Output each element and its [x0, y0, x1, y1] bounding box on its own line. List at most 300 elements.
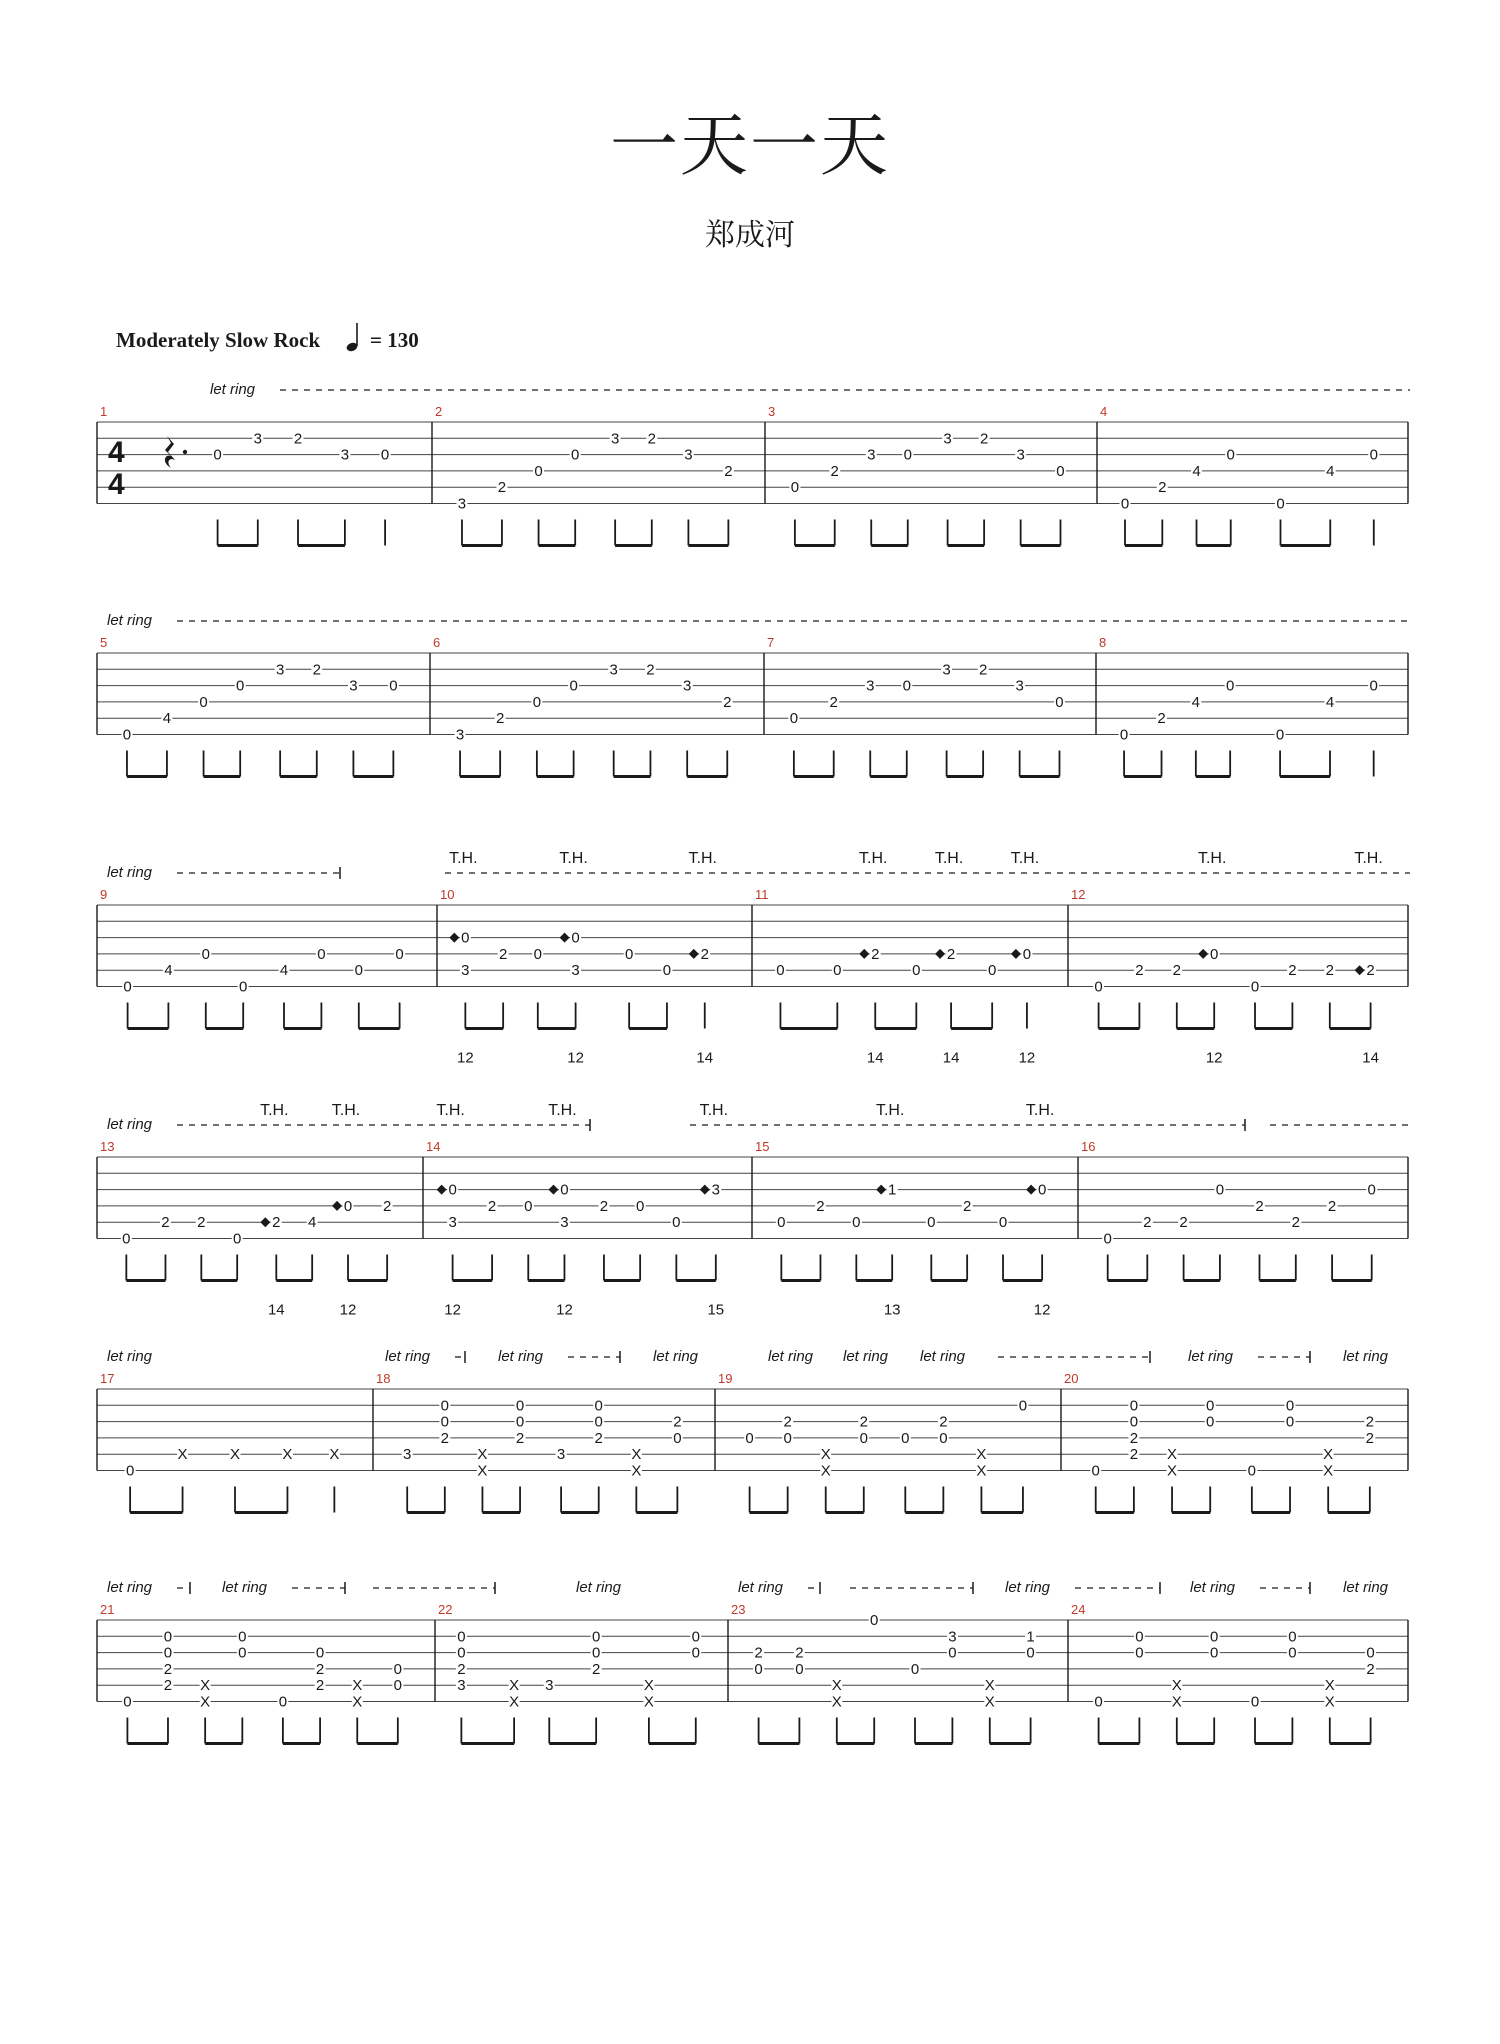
fret-number: 2 [161, 1214, 170, 1232]
fret-number: 2 [724, 462, 733, 480]
fret-number: 0 [534, 462, 543, 480]
fret-number: 0 [591, 1644, 601, 1662]
fret-number: 2 [647, 430, 656, 448]
measure-5 [100, 635, 399, 777]
tempo-bpm: = 130 [370, 328, 419, 352]
fret-number: 3 [683, 677, 692, 695]
fret-number: 2 [163, 1677, 173, 1695]
note-event [339, 447, 350, 464]
dead-note: X [509, 1693, 520, 1711]
measure-2 [435, 404, 734, 546]
fret-number: 2 [723, 693, 732, 711]
fret-number: 0 [691, 1644, 700, 1662]
measure-17 [100, 1371, 340, 1513]
note-event [382, 1198, 393, 1215]
note-event [1354, 850, 1382, 1067]
fret-number: 2 [1179, 1214, 1188, 1232]
note-event [776, 1214, 787, 1231]
tab-system-6 [97, 1579, 1408, 1744]
fret-number: 0 [317, 945, 326, 963]
note-event [1287, 962, 1298, 979]
measure-number: 3 [768, 404, 776, 419]
note-event [212, 447, 223, 464]
fret-number: 2 [978, 661, 988, 679]
fret-number: 4 [164, 962, 173, 980]
tap-harmonic-label: T.H. [934, 850, 964, 867]
note-event [1246, 1463, 1257, 1480]
note-event [556, 1446, 567, 1463]
harmonic-fret: 12 [1205, 1049, 1223, 1067]
note-event [532, 946, 543, 963]
fret-number: 2 [871, 945, 880, 963]
fret-number: 0 [393, 1660, 402, 1678]
tap-harmonic-label: T.H. [260, 1102, 289, 1119]
measure-14 [426, 1102, 728, 1319]
fret-number: 0 [1366, 1644, 1375, 1662]
fret-number: 0 [122, 726, 132, 744]
note-event [593, 1397, 604, 1447]
note-event [1324, 962, 1335, 979]
let-ring-label: let ring [1343, 1579, 1389, 1596]
fret-number: 3 [943, 430, 952, 448]
fret-number: 0 [1135, 1644, 1144, 1662]
harmonic-fret: 12 [1033, 1301, 1051, 1319]
tap-harmonic-label: T.H. [1354, 850, 1383, 867]
fret-number: 0 [1091, 1462, 1100, 1480]
note-event [237, 1628, 248, 1661]
note-event [690, 1628, 701, 1661]
fret-number: 0 [1250, 1693, 1260, 1711]
harmonic-fret: 12 [457, 1049, 474, 1067]
note-event [515, 1397, 526, 1447]
note-event [1102, 1231, 1113, 1248]
note-event [1191, 463, 1202, 480]
measure-number: 21 [100, 1602, 115, 1617]
let-ring-label: let ring [385, 1348, 431, 1365]
fret-number: 2 [754, 1644, 763, 1662]
fret-number: 3 [457, 495, 467, 513]
fret-number: 0 [1018, 1397, 1028, 1415]
fret-number: 2 [487, 1197, 497, 1215]
note-event [496, 479, 507, 496]
rhythm-stems [460, 751, 727, 777]
note-event [858, 1414, 869, 1447]
fret-number: 0 [457, 1644, 466, 1662]
fret-number: 0 [673, 1429, 682, 1447]
note-event [942, 430, 953, 447]
fret-number: 0 [1103, 1230, 1112, 1248]
harmonic-diamond-icon [560, 933, 570, 943]
note-event [926, 1214, 937, 1231]
measure-number: 5 [100, 635, 108, 650]
note-event [723, 463, 734, 480]
note-event [1205, 1397, 1216, 1430]
fret-number: 2 [382, 1197, 392, 1215]
note-event [1323, 1446, 1334, 1479]
fret-number: 0 [123, 978, 132, 996]
rhythm-stems [128, 1003, 400, 1029]
note-event [1364, 1414, 1375, 1447]
rhythm-stems [130, 1487, 334, 1513]
note-event [1368, 447, 1379, 464]
harmonic-diamond-icon [437, 1185, 447, 1195]
fret-number: 0 [1369, 446, 1378, 464]
fret-number: 0 [1215, 1181, 1225, 1199]
dead-note: X [631, 1462, 642, 1480]
measure-number: 24 [1071, 1602, 1086, 1617]
note-event [238, 979, 249, 996]
note-event [1366, 1182, 1377, 1199]
fret-number: 0 [1206, 1397, 1215, 1415]
dead-note: X [1324, 1677, 1335, 1695]
fret-number: 0 [122, 1230, 131, 1248]
note-event [125, 1463, 136, 1480]
note-event [439, 1397, 450, 1447]
harmonic-fret: 14 [866, 1049, 884, 1067]
fret-number: 2 [1135, 962, 1144, 980]
note-event [260, 1102, 288, 1319]
note-event [984, 1677, 995, 1710]
harmonic-diamond-icon [332, 1201, 342, 1211]
measure-number: 2 [435, 404, 443, 419]
tab-system-2 [97, 612, 1410, 777]
fret-number: 0 [754, 1660, 763, 1678]
note-event [279, 962, 290, 979]
note-event [487, 1198, 498, 1215]
fret-number: 0 [902, 677, 911, 695]
note-event [869, 1612, 880, 1629]
harmonic-diamond-icon [548, 1185, 558, 1195]
harmonic-diamond-icon [876, 1185, 886, 1195]
fret-number: 0 [1369, 677, 1378, 695]
rhythm-stems [759, 1718, 1031, 1744]
quarter-rest-icon [165, 436, 175, 468]
fret-number: 0 [998, 1214, 1008, 1232]
note-event [876, 1102, 904, 1319]
note-event [941, 661, 952, 678]
dead-note: X [976, 1446, 987, 1464]
note-event [548, 1102, 576, 1319]
fret-number: 0 [213, 446, 222, 464]
note-event [293, 430, 304, 447]
fret-number: 0 [1367, 1181, 1376, 1199]
note-event [392, 1661, 403, 1694]
dead-note: X [976, 1462, 987, 1480]
dead-note: X [1171, 1693, 1182, 1711]
note-event [1365, 1645, 1376, 1678]
note-event [998, 1214, 1009, 1231]
fret-number: 0 [852, 1214, 861, 1232]
fret-number: 2 [591, 1660, 601, 1678]
measure-number: 6 [433, 635, 441, 650]
dead-note: X [177, 1446, 188, 1464]
tap-harmonic-label: T.H. [548, 1102, 577, 1119]
fret-number: 0 [987, 962, 997, 980]
measure-23 [731, 1602, 1036, 1744]
fret-number: 2 [1288, 962, 1297, 980]
note-event [911, 962, 922, 979]
note-event [1325, 463, 1336, 480]
measure-18 [376, 1371, 683, 1513]
fret-number: 2 [859, 1413, 868, 1431]
dead-note: X [352, 1677, 363, 1695]
fret-number: 2 [163, 1660, 173, 1678]
fret-number: 0 [672, 1214, 681, 1232]
measure-10 [440, 850, 717, 1067]
fret-number: 0 [1094, 1693, 1103, 1711]
fret-number: 0 [440, 1413, 449, 1431]
measure-number: 23 [731, 1602, 746, 1617]
note-event [744, 1430, 755, 1447]
note-event [531, 694, 542, 711]
fret-number: 0 [783, 1429, 792, 1447]
dead-note: X [509, 1677, 520, 1695]
note-event [198, 694, 209, 711]
note-event [332, 1102, 360, 1319]
dead-note: X [631, 1446, 642, 1464]
fret-number: 0 [859, 1429, 868, 1447]
tab-system-5 [97, 1348, 1408, 1513]
harmonic-fret: 14 [267, 1301, 285, 1319]
dead-note: X [643, 1693, 654, 1711]
rhythm-stems [1124, 751, 1374, 777]
note-event [1368, 678, 1379, 695]
measure-20 [1064, 1371, 1375, 1513]
tap-harmonic-label: T.H. [436, 1102, 465, 1119]
time-signature-top: 4 [108, 436, 125, 469]
note-event [947, 1628, 958, 1661]
note-event [672, 1414, 683, 1447]
note-event [161, 710, 172, 727]
fret-number: 2 [700, 945, 709, 963]
note-event [200, 946, 211, 963]
fret-number: 0 [163, 1628, 173, 1646]
fret-number: 0 [343, 1197, 353, 1215]
fret-number: 0 [1276, 495, 1285, 513]
note-event [456, 1628, 467, 1694]
note-event [789, 479, 800, 496]
dead-note: X [984, 1677, 995, 1695]
note-event [820, 1446, 831, 1479]
rhythm-stems [126, 1255, 387, 1281]
fret-number: 3 [457, 1677, 466, 1695]
dead-note: X [229, 1446, 241, 1464]
rest-dot [183, 450, 187, 454]
harmonic-fret: 13 [883, 1301, 901, 1319]
fret-number: 0 [948, 1644, 957, 1662]
fret-number: 0 [1206, 1413, 1215, 1431]
fret-number: 0 [569, 677, 578, 695]
fret-number: 0 [1119, 726, 1129, 744]
note-event [456, 496, 467, 513]
fret-number: 3 [461, 962, 470, 980]
fret-number: 0 [912, 962, 921, 980]
fret-number: 0 [448, 1181, 457, 1199]
fret-number: 0 [533, 945, 542, 963]
fret-number: 3 [560, 1214, 569, 1232]
note-event [1190, 694, 1201, 711]
fret-number: 2 [1291, 1214, 1300, 1232]
fret-number: 0 [635, 1197, 645, 1215]
measure-22 [438, 1602, 701, 1744]
fret-number: 0 [461, 929, 470, 947]
tap-harmonic-label: T.H. [859, 850, 888, 867]
fret-number: 3 [684, 446, 693, 464]
measure-19 [718, 1371, 1028, 1513]
measure-number: 1 [100, 404, 108, 419]
rhythm-stems [407, 1487, 677, 1513]
measure-24 [1071, 1602, 1376, 1744]
let-ring-label: let ring [1005, 1579, 1051, 1596]
fret-number: 0 [910, 1660, 920, 1678]
fret-number: 0 [1210, 1628, 1219, 1646]
fret-number: 0 [1288, 1644, 1297, 1662]
fret-number: 0 [1250, 978, 1260, 996]
fret-number: 2 [1366, 962, 1375, 980]
fret-number: 2 [315, 1660, 325, 1678]
note-event [635, 1198, 646, 1215]
dead-note: X [831, 1677, 842, 1695]
note-event [232, 1231, 243, 1248]
fret-number: 0 [594, 1413, 603, 1431]
fret-number: 0 [515, 1413, 525, 1431]
note-event [1017, 1397, 1028, 1414]
dead-note: X [1324, 1693, 1335, 1711]
fret-number: 2 [830, 462, 839, 480]
note-event [1014, 678, 1025, 695]
harmonic-diamond-icon [859, 949, 869, 959]
note-event [788, 710, 799, 727]
fret-number: 2 [979, 430, 989, 448]
note-event [1287, 1628, 1298, 1661]
fret-number: 0 [395, 945, 404, 963]
fret-number: 3 [349, 677, 358, 695]
note-event [900, 1430, 911, 1447]
note-event [160, 1214, 171, 1231]
note-event [353, 962, 364, 979]
note-event [782, 1414, 793, 1447]
fret-number: 0 [594, 1397, 603, 1415]
fret-number: 2 [829, 693, 838, 711]
note-event [1254, 1198, 1265, 1215]
note-event [402, 1446, 413, 1463]
tap-harmonic-label: T.H. [875, 1102, 905, 1119]
note-event [1209, 1628, 1220, 1661]
fret-number: 0 [790, 479, 800, 497]
let-ring-label: let ring [210, 381, 256, 398]
harmonic-diamond-icon [1198, 949, 1208, 959]
let-ring-label: let ring [738, 1579, 784, 1596]
note-event [1119, 496, 1130, 513]
harmonic-diamond-icon [700, 1185, 710, 1195]
fret-number: 0 [233, 1230, 242, 1248]
fret-number: 2 [673, 1413, 682, 1431]
fret-number: 0 [777, 1214, 786, 1232]
fret-number: 0 [1037, 1181, 1047, 1199]
fret-number: 2 [293, 430, 303, 448]
measure-number: 17 [100, 1371, 115, 1386]
note-event [282, 1446, 293, 1463]
note-event [477, 1446, 488, 1479]
time-signature-bottom: 4 [108, 468, 125, 501]
note-event [436, 1102, 464, 1319]
note-event [1178, 1214, 1189, 1231]
fret-number: 2 [1255, 1197, 1264, 1215]
rhythm-stems [795, 520, 1061, 546]
fret-number: 2 [939, 1413, 948, 1431]
note-event [275, 661, 286, 678]
note-event [1025, 1628, 1036, 1661]
fret-number: 0 [1225, 677, 1235, 695]
fret-number: 4 [1192, 462, 1201, 480]
note-event [277, 1694, 288, 1711]
fret-number: 4 [162, 710, 172, 728]
rhythm-stems [453, 1255, 716, 1281]
rhythm-stems [1099, 1003, 1371, 1029]
fret-number: 3 [866, 677, 875, 695]
note-event [162, 1628, 173, 1694]
measure-7 [767, 635, 1065, 777]
note-event [163, 962, 174, 979]
song-title: 一天一天 [609, 107, 890, 186]
let-ring-label: let ring [107, 1348, 153, 1365]
note-event [570, 447, 581, 464]
fret-number: 2 [783, 1413, 792, 1431]
note-event [316, 946, 327, 963]
note-event [624, 946, 635, 963]
note-event [307, 1214, 318, 1231]
fret-number: 0 [1210, 945, 1219, 963]
fret-number: 0 [1275, 726, 1285, 744]
fret-number: 0 [440, 1397, 449, 1415]
note-event [987, 962, 998, 979]
fret-number: 0 [1056, 462, 1065, 480]
fret-number: 0 [1129, 1413, 1139, 1431]
fret-number: 0 [1022, 945, 1032, 963]
harmonic-diamond-icon [1011, 949, 1021, 959]
note-event [935, 850, 963, 1067]
dead-note: X [477, 1446, 488, 1464]
harmonic-fret: 12 [1018, 1049, 1036, 1067]
note-event [1156, 710, 1167, 727]
note-event [1090, 1463, 1101, 1480]
note-event [1128, 1397, 1139, 1463]
measure-1 [100, 404, 391, 546]
fret-number: 2 [1172, 962, 1181, 980]
dead-note: X [1323, 1446, 1334, 1464]
note-event [1157, 479, 1168, 496]
measure-number: 19 [718, 1371, 733, 1386]
measure-number: 22 [438, 1602, 453, 1617]
fret-number: 2 [1365, 1429, 1375, 1447]
dead-note: X [820, 1446, 831, 1464]
note-event [829, 463, 840, 480]
note-event [1167, 1446, 1178, 1479]
fret-number: 0 [1094, 978, 1103, 996]
fret-number: 0 [123, 1693, 132, 1711]
tempo-style: Moderately Slow Rock [116, 328, 321, 352]
measure-4 [1100, 404, 1379, 546]
note-event [380, 447, 391, 464]
fret-number: 0 [1055, 693, 1064, 711]
note-event [1225, 678, 1236, 695]
fret-number: 3 [545, 1677, 554, 1695]
tab-system-3 [97, 850, 1410, 1067]
note-event [177, 1446, 188, 1463]
fret-number: 4 [307, 1214, 317, 1232]
fret-number: 3 [556, 1446, 566, 1464]
note-event [1171, 962, 1182, 979]
